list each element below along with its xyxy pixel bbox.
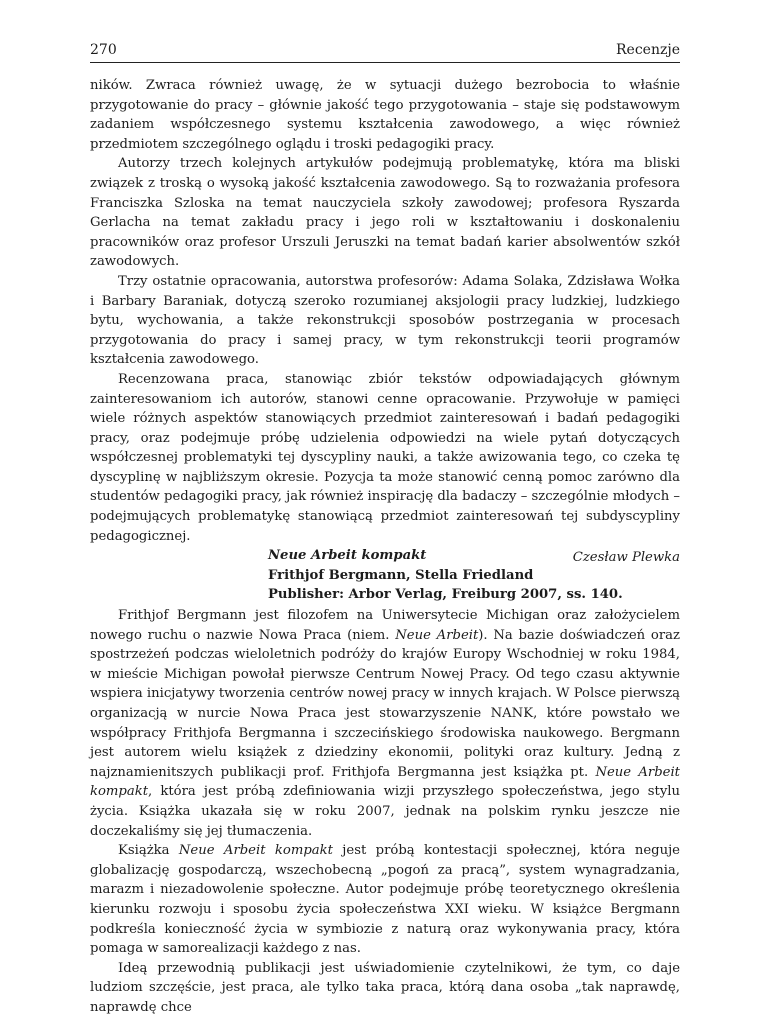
review1-paragraph-1: ników. Zwraca również uwagę, że w sytuacji dużego bezrobocia to właśnie przygotowanie do pracy – głównie jakość tego przygotowania – staje się podstawowym zadaniem współczesnego systemu kształcenia zawodowego, a więc również przedmiotem szczególnego oglądu i troski pedagogiki pracy. bbox=[90, 78, 680, 152]
text-run: , która jest próbą zdefiniowania wizji przyszłego społeczeństwa, jego stylu życia. Książka ukazała się w roku 2007, jednak na polskim rynku jeszcze nie doczekaliśmy się jej tłumaczenia. bbox=[90, 784, 680, 839]
text-run: ). Na bazie doświadczeń oraz spostrzeżeń podczas wieloletnich podróży do krajów Europy Wschodniej w roku 1984, w mieście Michigan powołał pierwsze Centrum Nowej Pracy. Od tego czasu aktywnie wspiera inicjatywy tworzenia centrów nowej pracy w innych krajach. W Polsce pierwszą organizacją w nurcie Nowa Praca jest stowarzyszenie NANK, które powstało we współpracy Frithjofa Bergmanna i szczecińskiego środowiska naukowego. Bergmann jest autorem wielu książek z dziedziny ekonomii, polityki oraz kultury. Jedną z najznamienitszych publikacji prof. Frithjofa Bergmanna jest książka pt. bbox=[90, 627, 680, 780]
book-authors: Frithjof Bergmann, Stella Friedland bbox=[268, 567, 534, 583]
reviewer-signature: Czesław Plewka bbox=[572, 550, 680, 566]
text-run: jest próbą kontestacji społecznej, która neguje globalizację gospodarczą, wszechobecną „pogoń za pracą”, system wynagradzania, marazm i niezadowolenie społeczne. Autor podejmuje próbę teoretycznego określenia kierunku rozwoju i sposobu życia społeczeństwa XXI wieku. W książce Bergmann podkreśla konieczność życia w symbiozie z naturą oraz wykonywania pracy, która pomaga w samorealizacji każdego z nas. bbox=[90, 843, 680, 957]
review2-paragraph-2 bbox=[90, 841, 680, 959]
review-2 bbox=[90, 606, 680, 1017]
italic-book-title: Neue Arbeit kompakt bbox=[90, 764, 680, 800]
page-number: 270 bbox=[90, 42, 117, 58]
italic-term: Neue Arbeit bbox=[395, 627, 479, 643]
running-header bbox=[90, 40, 680, 63]
review-1 bbox=[90, 76, 680, 568]
book-citation bbox=[268, 546, 623, 605]
book-publisher: Publisher: Arbor Verlag, Freiburg 2007, ss. 140. bbox=[268, 587, 623, 603]
review1-paragraph-2: Autorzy trzech kolejnych artykułów podejmują problematykę, która ma bliski związek z troską o wysoką jakość kształcenia zawodowego. Są to rozważania profesora Franciszka Szloska na temat nauczyciela szkoły zawodowej; profesora Ryszarda Gerlacha na temat zakładu pracy i jego roli w kształtowaniu i doskonaleniu pracowników oraz profesor Urszuli Jeruszki na temat badań karier absolwentów szkół zawodowych. bbox=[90, 156, 680, 270]
italic-book-title: Neue Arbeit kompakt bbox=[178, 843, 333, 859]
section-title: Recenzje bbox=[616, 42, 680, 58]
text-run: Książka bbox=[118, 843, 179, 859]
book-title: Neue Arbeit kompakt bbox=[268, 548, 427, 563]
review2-paragraph-1 bbox=[90, 606, 680, 841]
review2-paragraph-3: Ideą przewodnią publikacji jest uświadomienie czytelnikowi, że tym, co daje ludziom szczęście, jest praca, ale tylko taka praca, którą dana osoba „tak naprawdę, naprawdę chce bbox=[90, 960, 680, 1015]
review1-paragraph-3: Trzy ostatnie opracowania, autorstwa profesorów: Adama Solaka, Zdzisława Wołka i Barbary Baraniak, dotyczą szeroko rozumianej aksjologii pracy ludzkiej, ludzkiego bytu, wychowania, a także rekonstrukcji sposobów postrzegania w procesach przygotowania do pracy i samej pracy, w tym rekonstrukcji teorii programów kształcenia zawodowego. bbox=[90, 273, 680, 368]
review1-paragraph-4: Recenzowana praca, stanowiąc zbiór tekstów odpowiadających głównym zainteresowaniom ich autorów, stanowi cenne opracowanie. Przywołuje w pamięci wiele różnych aspektów stanowiących przedmiot zainteresowań i badań pedagogiki pracy, oraz podejmuje próbę udzielenia odpowiedzi na wiele pytań dotyczących współczesnej problematyki tej dyscypliny nauki, a także awizowania tego, co czeka tę dyscyplinę w najbliższym okresie. Pozycja ta może stanowić cenną pomoc zarówno dla studentów pedagogiki pracy, jak również inspirację dla badaczy – szczególnie młodych – podejmujących problematykę stanowiącą przedmiot zainteresowań tej subdyscypliny pedagogicznej. bbox=[90, 371, 680, 544]
text-run: Frithjof Bergmann jest filozofem na Uniwersytecie Michigan oraz założycielem nowego ruchu o nazwie Nowa Praca (niem. bbox=[90, 608, 680, 643]
